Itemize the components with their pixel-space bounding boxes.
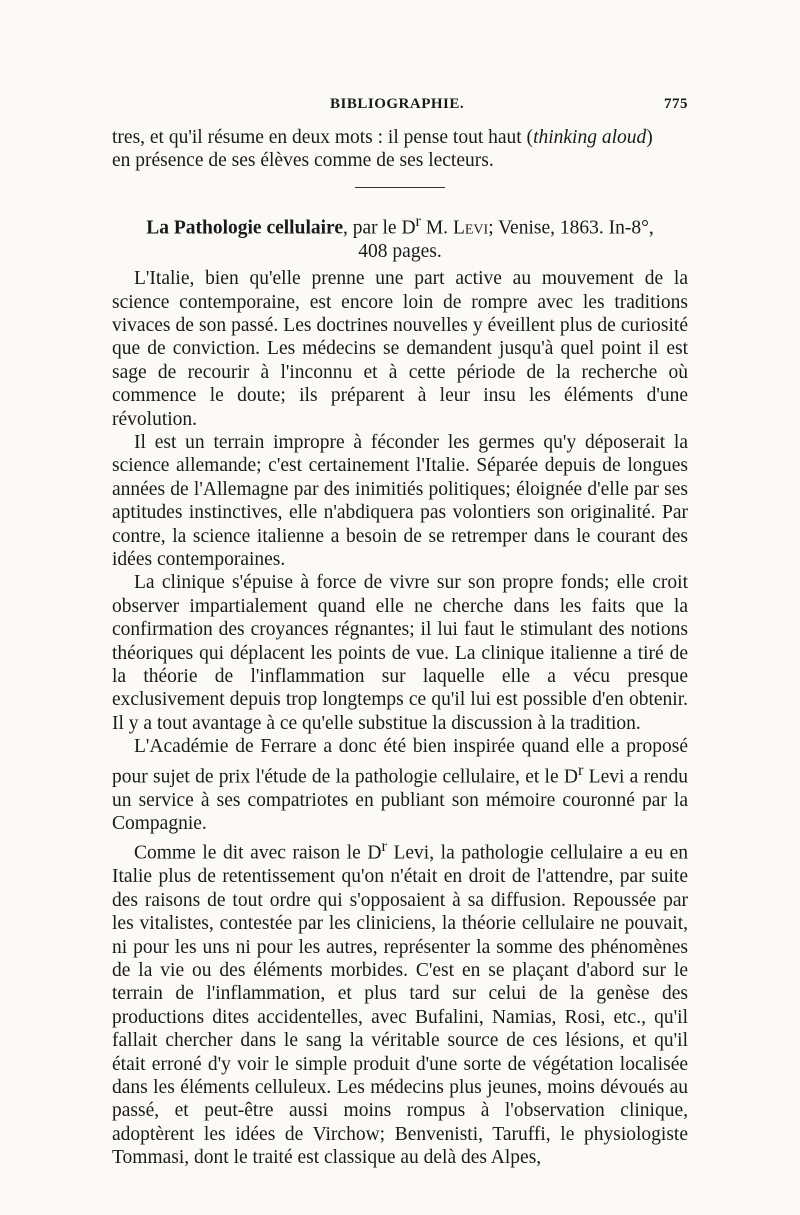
p4-superscript: r	[577, 760, 584, 779]
review-heading	[112, 210, 688, 263]
dr-superscript: r	[415, 211, 421, 230]
intro-text-end: )	[646, 127, 653, 148]
p5-text-b: Levi, la pathologie cellulaire a eu en Italie plus de retentissement qu'on n'était en droit de l'attendre, par suite des raisons de tout ordre qui s'opposaient à sa diffusion. Repoussée par les vitalistes, contestée par les cliniciens, la théorie cellulaire ne pouvait, ni pour les uns ni pour les autres, représenter la somme des phénomènes de la vie ou des éléments morbides. C'est en se plaçant d'abord sur le terrain de l'inflammation, et plus tard sur celui de la genèse des productions dites accidentelles, avec Bufalini, Namias, Rosi, etc., qu'il fallait chercher dans le sang la véritable source de ces lésions, et qu'il était erroné d'y voir le simple produit d'une sorte de végétation localisée dans les éléments celluleux. Les médecins plus jeunes, moins dévoués au passé, et peut-être aussi moins rompus à l'observation clinique, adoptèrent les idées de Virchow; Benvenisti, Taruffi, le physiologiste Tommasi, dont le traité est classique au delà des Alpes,	[112, 842, 688, 1169]
book-title: La Pathologie cellulaire	[146, 217, 343, 239]
running-title: BIBLIOGRAPHIE.	[330, 96, 465, 112]
intro-text: tres, et qu'il résume en deux mots : il pense tout haut (	[112, 127, 534, 148]
p5-text-a: Comme le dit avec raison le D	[134, 842, 382, 864]
author-initial: M.	[420, 217, 453, 239]
page-count: 408 pages.	[358, 240, 442, 262]
paragraph-1: L'Italie, bien qu'elle prenne une part active au mouvement de la science contemporaine, est encore loin de rompre avec les traditions vivaces de son passé. Les doctrines nouvelles y éveillent plus de curiosité que de conviction. Les médecins se demandent jusqu'à quel point il est sage de recourir à l'inconnu et à cette période de la recherche où commence le doute; ils préparent à leur insu les éléments d'une révolution.	[112, 268, 688, 430]
p5-superscript: r	[381, 837, 387, 856]
intro-line-1	[112, 126, 688, 149]
review-by: , par le D	[342, 217, 416, 239]
paragraph-4	[112, 735, 688, 835]
intro-line-2: en présence de ses élèves comme de ses lecteurs.	[112, 150, 494, 172]
author-name: Levi	[452, 217, 489, 239]
p4-text-a: L'Académie de Ferrare a donc été bien inspirée quand elle a proposé pour sujet de prix l'étude de la pathologie cellulaire, et le D	[112, 736, 688, 788]
page	[112, 96, 688, 1170]
p4-text-b: Levi a rendu un service à ses compatriotes en publiant son mémoire couronné par la Compagnie.	[112, 766, 688, 834]
intro-italic: thinking aloud	[533, 127, 647, 148]
page-number: 775	[664, 96, 688, 112]
paragraph-3: La clinique s'épuise à force de vivre sur son propre fonds; elle croit observer impartialement quand elle ne cherche dans les faits que la confirmation des croyances régnantes; il lui faut le stimulant des notions théoriques qui déplacent les points de vue. La clinique italienne a tiré de la théorie de l'inflammation sur laquelle elle a vécu presque exclusivement depuis trop longtemps ce qu'il lui est possible d'en obtenir. Il y a tout avantage à ce qu'elle substitue la discussion à la tradition.	[112, 572, 688, 734]
running-header	[112, 96, 688, 126]
section-divider	[355, 187, 445, 188]
publication-info: ; Venise, 1863. In-8°,	[488, 217, 654, 239]
paragraph-2: Il est un terrain impropre à féconder les germes qu'y déposerait la science allemande; c'est certainement l'Italie. Séparée depuis de longues années de l'Allemagne par des inimitiés politiques; éloignée d'elle par ses aptitudes instinctives, elle n'abdiquera pas volontiers son originalité. Par contre, la science italienne a besoin de se retremper dans le courant des idées contemporaines.	[112, 431, 688, 570]
paragraph-5	[112, 835, 688, 1169]
body-text	[112, 126, 688, 1170]
